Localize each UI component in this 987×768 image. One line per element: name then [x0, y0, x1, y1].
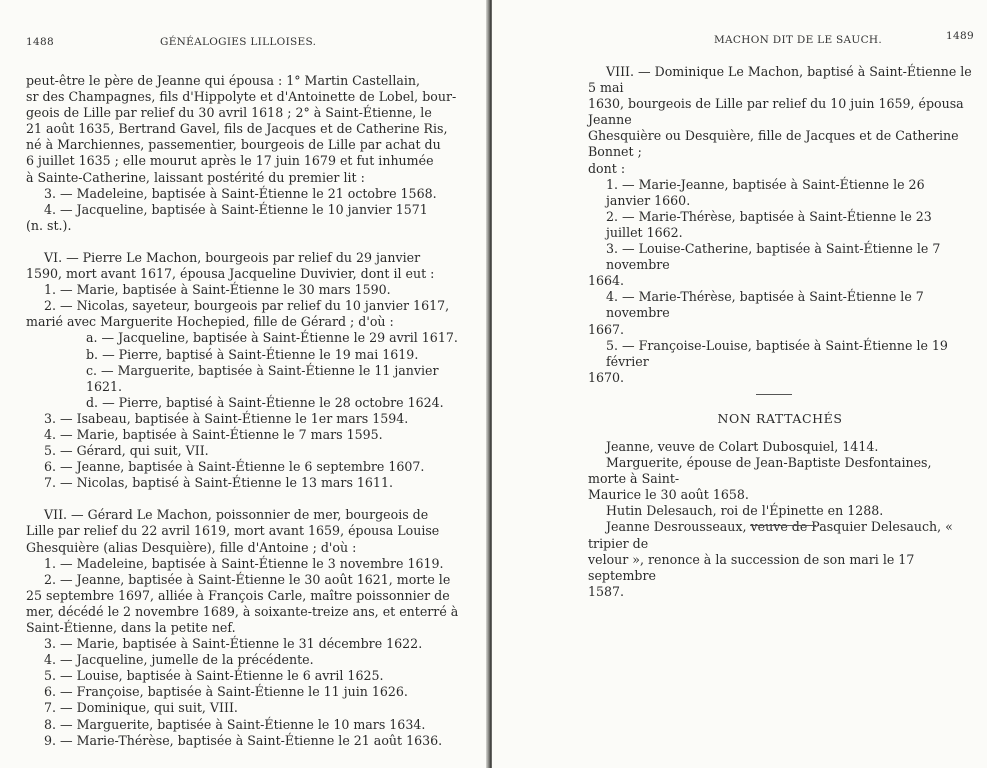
right-page — [492, 0, 987, 768]
list-item: Jeanne, veuve de Colart Dubosquiel, 1414. — [606, 438, 879, 454]
list-item: 1. — Madeleine, baptisée à Saint-Étienne le 3 novembre 1619. — [44, 555, 444, 571]
left-running-head: GÉNÉALOGIES LILLOISES. — [160, 36, 317, 48]
list-item: c. — Marguerite, baptisée à Saint-Étienne le 11 janvier 1621. — [86, 362, 439, 394]
text-line: mer, décédé le 2 novembre 1689, à soixante-treize ans, et enterré à — [26, 603, 459, 619]
list-item: 4. — Marie-Thérèse, baptisée à Saint-Étienne le 7 novembre — [606, 289, 924, 321]
text-line: 1590, mort avant 1617, épousa Jacqueline Duvivier, dont il eut : — [26, 266, 435, 282]
section-heading-viii: VIII. — Dominique Le Machon, baptisé à Saint-Étienne le 5 mai — [588, 64, 972, 96]
list-item: Marguerite, épouse de Jean-Baptiste Desfontaines, morte à Saint- — [588, 455, 932, 487]
text-line: marié avec Marguerite Hochepied, fille de Gérard ; d'où : — [26, 314, 394, 330]
right-page-number: 1489 — [946, 30, 974, 42]
list-item: b. — Pierre, baptisé à Saint-Étienne le 19 mai 1619. — [86, 346, 419, 362]
list-item: 1. — Marie, baptisée à Saint-Étienne le 30 mars 1590. — [44, 282, 391, 298]
list-item: Hutin Delesauch, roi de l'Épinette en 1288. — [606, 503, 884, 519]
text-line: velour », renonce à la succession de son mari le 17 septembre — [588, 551, 915, 583]
text-line: Ghesquière (alias Desquière), fille d'Antoine ; d'où : — [26, 539, 357, 555]
text-line: peut-être le père de Jeanne qui épousa : 1° Martin Castellain, — [26, 73, 421, 88]
list-item: 3. — Madeleine, baptisée à Saint-Étienne le 21 octobre 1568. — [44, 185, 437, 201]
end-rule — [750, 525, 816, 526]
list-item: 5. — Gérard, qui suit, VII. — [44, 443, 209, 459]
list-item: 6. — Françoise, baptisée à Saint-Étienne le 11 juin 1626. — [44, 684, 408, 700]
list-item: 5. — Françoise-Louise, baptisée à Saint-Étienne le 19 février — [606, 337, 948, 369]
list-item: 2. — Jeanne, baptisée à Saint-Étienne le 30 août 1621, morte le — [44, 571, 451, 587]
text-line: Lille par relief du 22 avril 1619, mort avant 1659, épousa Louise — [26, 523, 440, 539]
list-item: 4. — Marie, baptisée à Saint-Étienne le 7 mars 1595. — [44, 426, 383, 442]
text-line: geois de Lille par relief du 30 avril 1618 ; 2° à Saint-Étienne, le — [26, 105, 432, 121]
left-page — [0, 0, 488, 768]
right-running-head: MACHON DIT DE LE SAUCH. — [714, 34, 883, 46]
text-line: 25 septembre 1697, alliée à François Carle, maître poissonnier de — [26, 587, 450, 603]
list-item: 4. — Jacqueline, jumelle de la précédente. — [44, 652, 314, 668]
text-line: né à Marchiennes, passementier, bourgeois de Lille par achat du — [26, 137, 441, 153]
list-item: 1. — Marie-Jeanne, baptisée à Saint-Étienne le 26 janvier 1660. — [606, 176, 925, 208]
left-page-number: 1488 — [26, 36, 54, 48]
text-line: 1587. — [588, 583, 625, 599]
list-item: 4. — Jacqueline, baptisée à Saint-Étienne le 10 janvier 1571 — [44, 201, 428, 217]
text-line: (n. st.). — [26, 217, 72, 233]
section-heading-vii: VII. — Gérard Le Machon, poissonnier de mer, bourgeois de — [44, 507, 429, 523]
non-rattaches-heading: NON RATTACHÉS — [717, 410, 843, 426]
list-item: d. — Pierre, baptisé à Saint-Étienne le 28 octobre 1624. — [86, 394, 444, 410]
list-item: 7. — Nicolas, baptisé à Saint-Étienne le 13 mars 1611. — [44, 475, 393, 491]
list-item: 8. — Marguerite, baptisée à Saint-Étienne le 10 mars 1634. — [44, 716, 426, 732]
list-item: 3. — Louise-Catherine, baptisée à Saint-Étienne le 7 novembre — [606, 241, 941, 273]
list-item: 7. — Dominique, qui suit, VIII. — [44, 700, 238, 716]
list-item: 3. — Marie, baptisée à Saint-Étienne le 31 décembre 1622. — [44, 636, 423, 652]
list-item: Jeanne Desrousseaux, veuve de Pasquier Delesauch, « tripier de — [588, 519, 953, 551]
list-item: 5. — Louise, baptisée à Saint-Étienne le 6 avril 1625. — [44, 668, 384, 684]
text-line: dont : — [588, 160, 626, 176]
list-item: 2. — Marie-Thérèse, baptisée à Saint-Étienne le 23 juillet 1662. — [606, 208, 932, 240]
left-text-block — [26, 73, 478, 749]
text-line: Ghesquière ou Desquière, fille de Jacques et de Catherine Bonnet ; — [588, 128, 959, 160]
section-heading-vi: VI. — Pierre Le Machon, bourgeois par relief du 29 janvier — [44, 249, 421, 265]
text-line: sr des Champagnes, fils d'Hippolyte et d'Antoinette de Lobel, bour- — [26, 89, 457, 105]
list-item: 6. — Jeanne, baptisée à Saint-Étienne le 6 septembre 1607. — [44, 459, 425, 475]
text-line: 1664. — [588, 273, 625, 289]
list-item: a. — Jacqueline, baptisée à Saint-Étienne le 29 avril 1617. — [86, 330, 458, 346]
text-line: 1667. — [588, 321, 625, 337]
list-item: 9. — Marie-Thérèse, baptisée à Saint-Étienne le 21 août 1636. — [44, 732, 443, 748]
text-line: à Sainte-Catherine, laissant postérité du premier lit : — [26, 169, 365, 185]
text-line: 6 juillet 1635 ; elle mourut après le 17 juin 1679 et fut inhumée — [26, 153, 434, 169]
right-text-block — [588, 64, 972, 600]
text-line: 1670. — [588, 369, 625, 385]
text-line: 21 août 1635, Bertrand Gavel, fils de Jacques et de Catherine Ris, — [26, 121, 448, 137]
text-line: Maurice le 30 août 1658. — [588, 487, 749, 503]
text-line: Saint-Étienne, dans la petite nef. — [26, 620, 236, 635]
list-item: 3. — Isabeau, baptisée à Saint-Étienne le 1er mars 1594. — [44, 410, 409, 426]
list-item: 2. — Nicolas, sayeteur, bourgeois par relief du 10 janvier 1617, — [44, 298, 450, 314]
text-line: 1630, bourgeois de Lille par relief du 10 juin 1659, épousa Jeanne — [588, 96, 964, 128]
